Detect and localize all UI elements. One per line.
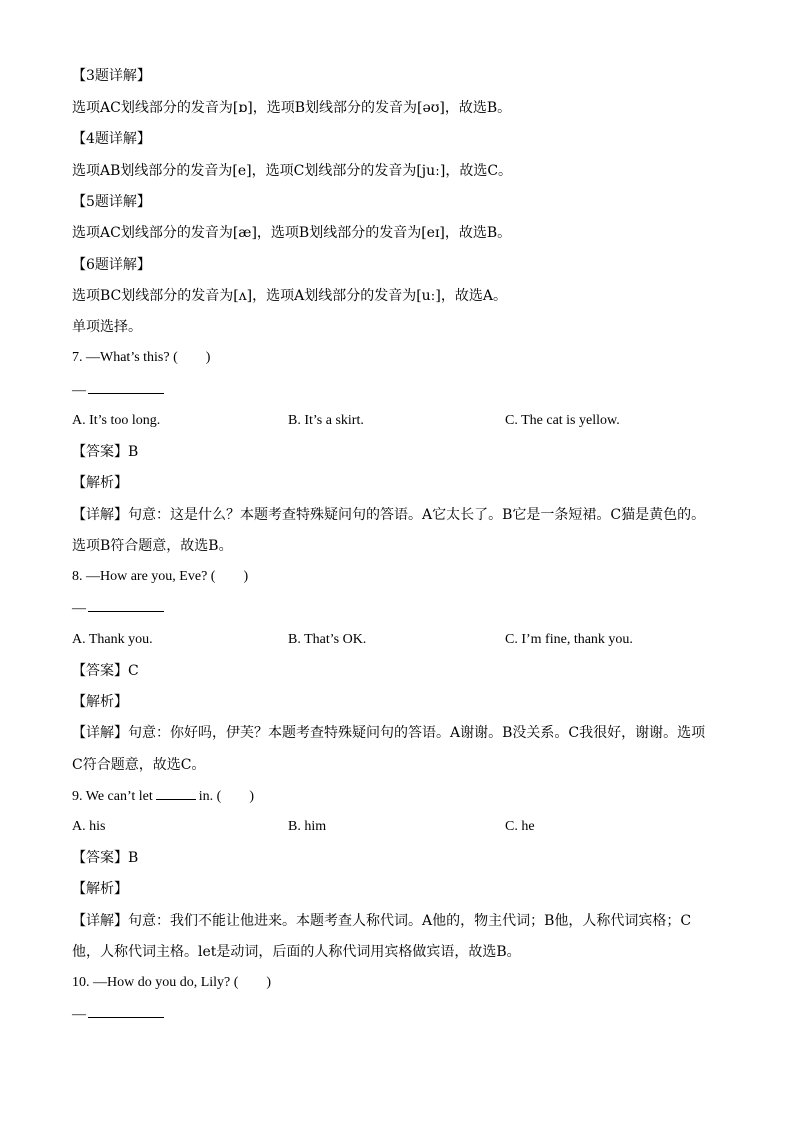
q7-detail-line-1: 【详解】句意：这是什么？本题考查特殊疑问句的答语。A它太长了。B它是一条短裙。C猫是黄色的。 <box>72 507 706 523</box>
q9-detail-line-1: 【详解】句意：我们不能让他进来。本题考查人称代词。A他的，物主代词；B他，人称代词宾格；C <box>72 913 692 929</box>
q10-blank-line <box>88 1005 164 1018</box>
q3-detail-text: 选项AC划线部分的发音为[ɒ]，选项B划线部分的发音为[əʊ]，故选B。 <box>72 100 512 116</box>
q8-detail-line-1: 【详解】句意：你好吗，伊芙？本题考查特殊疑问句的答语。A谢谢。B没关系。C我很好，谢谢。选项 <box>72 725 706 741</box>
q6-detail-header: 【6题详解】 <box>72 257 151 273</box>
q4-detail-text: 选项AB划线部分的发音为[e]，选项C划线部分的发音为[juː]，故选C。 <box>72 163 513 179</box>
q7-option-b: B. It’s a skirt. <box>288 413 364 428</box>
section-title: 单项选择。 <box>72 319 142 335</box>
q7-option-c: C. The cat is yellow. <box>505 413 620 428</box>
q7-analysis-label: 【解析】 <box>72 475 128 491</box>
q9-stem-after: in. ( ) <box>198 789 254 804</box>
q8-analysis-label: 【解析】 <box>72 694 128 710</box>
q9-blank-line <box>156 787 196 800</box>
q8-blank-line <box>88 599 164 612</box>
q9-answer: 【答案】B <box>72 850 139 866</box>
q3-detail-header: 【3题详解】 <box>72 68 151 84</box>
q5-detail-text: 选项AC划线部分的发音为[æ]，选项B划线部分的发音为[eɪ]，故选B。 <box>72 225 512 241</box>
q7-answer: 【答案】B <box>72 444 139 460</box>
q7-dash: — <box>72 383 86 398</box>
q8-option-c: C. I’m fine, thank you. <box>505 632 633 647</box>
q6-detail-text: 选项BC划线部分的发音为[ʌ]，选项A划线部分的发音为[uː]，故选A。 <box>72 288 507 304</box>
q8-answer-blank <box>72 599 164 618</box>
q9-option-c: C. he <box>505 819 535 834</box>
q9-stem <box>72 787 254 806</box>
q7-blank-line <box>88 381 164 394</box>
q9-option-b: B. him <box>288 819 327 834</box>
q9-option-a: A. his <box>72 819 106 834</box>
q7-stem: 7. —What’s this? ( ) <box>72 350 211 365</box>
q7-answer-blank <box>72 381 164 400</box>
q8-option-b: B. That’s OK. <box>288 632 367 647</box>
q8-dash: — <box>72 601 86 616</box>
q8-stem: 8. —How are you, Eve? ( ) <box>72 569 249 584</box>
q9-stem-before: 9. We can’t let <box>72 789 153 804</box>
q10-answer-blank <box>72 1005 164 1024</box>
q8-option-a: A. Thank you. <box>72 632 153 647</box>
q5-detail-header: 【5题详解】 <box>72 194 151 210</box>
q8-answer: 【答案】C <box>72 663 139 679</box>
q10-dash: — <box>72 1007 86 1022</box>
q8-detail-line-2: C符合题意，故选C。 <box>72 757 206 773</box>
q9-analysis-label: 【解析】 <box>72 881 128 897</box>
q4-detail-header: 【4题详解】 <box>72 131 151 147</box>
q7-option-a: A. It’s too long. <box>72 413 161 428</box>
q9-detail-line-2: 他，人称代词主格。let是动词，后面的人称代词用宾格做宾语，故选B。 <box>72 944 521 960</box>
q7-detail-line-2: 选项B符合题意，故选B。 <box>72 538 233 554</box>
q10-stem: 10. —How do you do, Lily? ( ) <box>72 975 272 990</box>
